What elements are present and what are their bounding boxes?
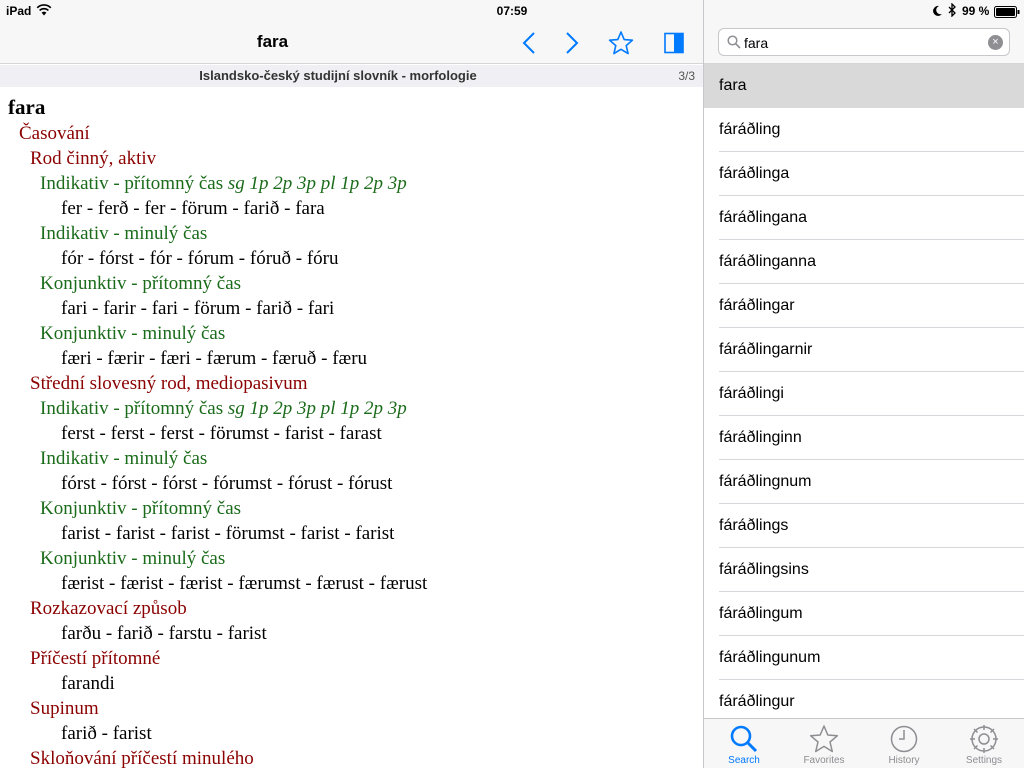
back-button[interactable] bbox=[514, 28, 544, 58]
result-label: fáráðlinginn bbox=[719, 429, 802, 446]
search-icon bbox=[727, 35, 741, 54]
result-item[interactable] bbox=[704, 548, 1024, 592]
entry-line-text: Rozkazovací způsob bbox=[30, 598, 187, 619]
entry-content bbox=[0, 87, 703, 768]
result-label: fáráðling bbox=[719, 121, 781, 138]
tab-search[interactable] bbox=[704, 719, 784, 768]
entry-section-heading bbox=[30, 646, 160, 671]
result-item[interactable] bbox=[704, 504, 1024, 548]
search-bar bbox=[704, 22, 1024, 64]
result-label: fáráðlingar bbox=[719, 297, 795, 314]
page-title: fara bbox=[256, 32, 289, 51]
result-label: fara bbox=[719, 77, 747, 94]
entry-forms-line bbox=[61, 471, 392, 496]
result-label: fáráðlingunum bbox=[719, 649, 821, 666]
entry-line-text: fer - ferð - fer - förum - farið - fara bbox=[61, 198, 325, 219]
entry-line-text: Konjunktiv - přítomný čas bbox=[40, 273, 242, 294]
entry-forms-line bbox=[61, 571, 427, 596]
entry-section-heading bbox=[40, 221, 207, 246]
result-label: fáráðlings bbox=[719, 517, 789, 534]
results-list bbox=[704, 64, 1024, 718]
result-item[interactable] bbox=[704, 592, 1024, 636]
battery-percentage: 99 % bbox=[962, 4, 990, 18]
entry-line-text: Konjunktiv - minulý čas bbox=[40, 548, 226, 569]
entry-section-heading bbox=[40, 446, 207, 471]
tab-settings[interactable] bbox=[944, 719, 1024, 768]
entry-line-text: Konjunktiv - minulý čas bbox=[40, 323, 226, 344]
entry-section-heading bbox=[30, 746, 254, 768]
entry-forms-line bbox=[61, 671, 115, 696]
entry-line-text: Rod činný, aktiv bbox=[30, 148, 157, 169]
entry-line-text: farið - farist bbox=[61, 723, 152, 744]
entry-line-text: farðu - farið - farstu - farist bbox=[61, 623, 267, 644]
entry-line-text: ferst - ferst - ferst - förumst - farist - farast bbox=[61, 423, 382, 444]
entry-section-heading bbox=[40, 321, 225, 346]
result-label: fáráðlingum bbox=[719, 605, 803, 622]
person-labels: sg 1p 2p 3p pl 1p 2p 3p bbox=[227, 173, 407, 194]
forward-button[interactable] bbox=[557, 28, 587, 58]
entry-line-text: fór - fórst - fór - fórum - fóruð - fóru bbox=[61, 248, 339, 269]
search-pane bbox=[704, 0, 1024, 768]
entry-forms-line bbox=[61, 721, 152, 746]
clear-search-button[interactable]: × bbox=[988, 35, 1003, 50]
entry-headword: fara bbox=[8, 95, 46, 119]
person-labels: sg 1p 2p 3p pl 1p 2p 3p bbox=[227, 398, 407, 419]
tab-history[interactable] bbox=[864, 719, 944, 768]
result-item[interactable] bbox=[704, 416, 1024, 460]
entry-line-text: Indikativ - přítomný čas bbox=[40, 173, 224, 194]
entry-section-heading bbox=[40, 271, 241, 296]
entry-forms-line bbox=[61, 421, 382, 446]
chevron-right-icon bbox=[565, 32, 579, 54]
tab-bar bbox=[704, 718, 1024, 768]
tab-favorites[interactable] bbox=[784, 719, 864, 768]
navigation-bar bbox=[0, 22, 703, 64]
entry-line-text: Indikativ - minulý čas bbox=[40, 223, 208, 244]
entry-forms-line bbox=[61, 296, 334, 321]
entry-forms-line bbox=[61, 346, 367, 371]
tab-label: Search bbox=[728, 755, 760, 766]
result-label: fáráðlinganna bbox=[719, 253, 816, 270]
search-box[interactable] bbox=[718, 28, 1010, 56]
result-label: fáráðlinga bbox=[719, 165, 790, 182]
tab-label: History bbox=[888, 755, 920, 766]
entry-line-text: Indikativ - přítomný čas bbox=[40, 398, 224, 419]
entry-line-text: Konjunktiv - přítomný čas bbox=[40, 498, 242, 519]
result-label: fáráðlingnum bbox=[719, 473, 812, 490]
sidebar-toggle-button[interactable] bbox=[659, 28, 689, 58]
entry-section-heading bbox=[30, 371, 308, 396]
entry-section-heading bbox=[30, 146, 156, 171]
entry-line-text: færist - færist - færist - færumst - færust - færust bbox=[61, 573, 428, 594]
clock-icon bbox=[888, 723, 920, 755]
entry-forms-line bbox=[61, 621, 267, 646]
entry-line-text: Skloňování příčestí minulého bbox=[30, 748, 254, 768]
entry-section-heading bbox=[40, 496, 241, 521]
result-item[interactable] bbox=[704, 108, 1024, 152]
entry-section-heading bbox=[40, 396, 407, 421]
result-item[interactable] bbox=[704, 328, 1024, 372]
result-item[interactable] bbox=[704, 372, 1024, 416]
result-item[interactable] bbox=[704, 284, 1024, 328]
status-time: 07:59 bbox=[496, 4, 528, 18]
entry-line-text: fari - farir - fari - förum - farið - fari bbox=[61, 298, 335, 319]
entry-forms-line bbox=[61, 196, 325, 221]
result-item[interactable] bbox=[704, 460, 1024, 504]
favorite-button[interactable] bbox=[606, 28, 636, 58]
entry-line-text: Indikativ - minulý čas bbox=[40, 448, 208, 469]
entry-forms-line bbox=[61, 246, 339, 271]
result-label: fáráðlingi bbox=[719, 385, 784, 402]
entry-line-text: Střední slovesný rod, mediopasivum bbox=[30, 373, 308, 394]
page-indicator: 3/3 bbox=[678, 69, 695, 83]
result-label: fáráðlingarnir bbox=[719, 341, 813, 358]
result-item[interactable] bbox=[704, 64, 1024, 108]
entry-line-text: Časování bbox=[19, 123, 90, 144]
result-item[interactable] bbox=[704, 152, 1024, 196]
star-icon bbox=[608, 30, 634, 56]
entry-forms-line bbox=[61, 521, 394, 546]
tab-label: Settings bbox=[965, 755, 1003, 766]
device-name: iPad bbox=[6, 4, 32, 18]
result-item[interactable] bbox=[704, 680, 1024, 718]
entry-line-text: farandi bbox=[61, 673, 115, 694]
dictionary-header bbox=[0, 65, 703, 87]
entry-line-text: Příčestí přítomné bbox=[30, 648, 161, 669]
entry-line-text: farist - farist - farist - förumst - farist - farist bbox=[61, 523, 395, 544]
gear-icon bbox=[968, 723, 1000, 755]
tab-label: Favorites bbox=[803, 755, 845, 766]
entry-section-heading bbox=[40, 171, 407, 196]
entry-section-heading bbox=[30, 696, 99, 721]
dictionary-name: Islandsko-český studijní slovník - morfologie bbox=[199, 68, 477, 83]
result-label: fáráðlingana bbox=[719, 209, 808, 226]
search-icon bbox=[728, 723, 760, 755]
result-item[interactable] bbox=[704, 240, 1024, 284]
search-input[interactable] bbox=[744, 32, 984, 54]
star-icon bbox=[808, 723, 840, 755]
result-item[interactable] bbox=[704, 636, 1024, 680]
entry-section-heading bbox=[19, 121, 90, 146]
result-label: fáráðlingur bbox=[719, 693, 795, 710]
chevron-left-icon bbox=[522, 32, 536, 54]
result-item[interactable] bbox=[704, 196, 1024, 240]
entry-section-heading bbox=[40, 546, 225, 571]
entry-section-heading bbox=[30, 596, 187, 621]
entry-line-text: fórst - fórst - fórst - fórumst - fórust - fórust bbox=[61, 473, 393, 494]
result-label: fáráðlingsins bbox=[719, 561, 809, 578]
entry-line-text: færi - færir - færi - færum - færuð - færu bbox=[61, 348, 368, 369]
sidebar-icon bbox=[663, 32, 685, 54]
entry-line-text: Supinum bbox=[30, 698, 99, 719]
